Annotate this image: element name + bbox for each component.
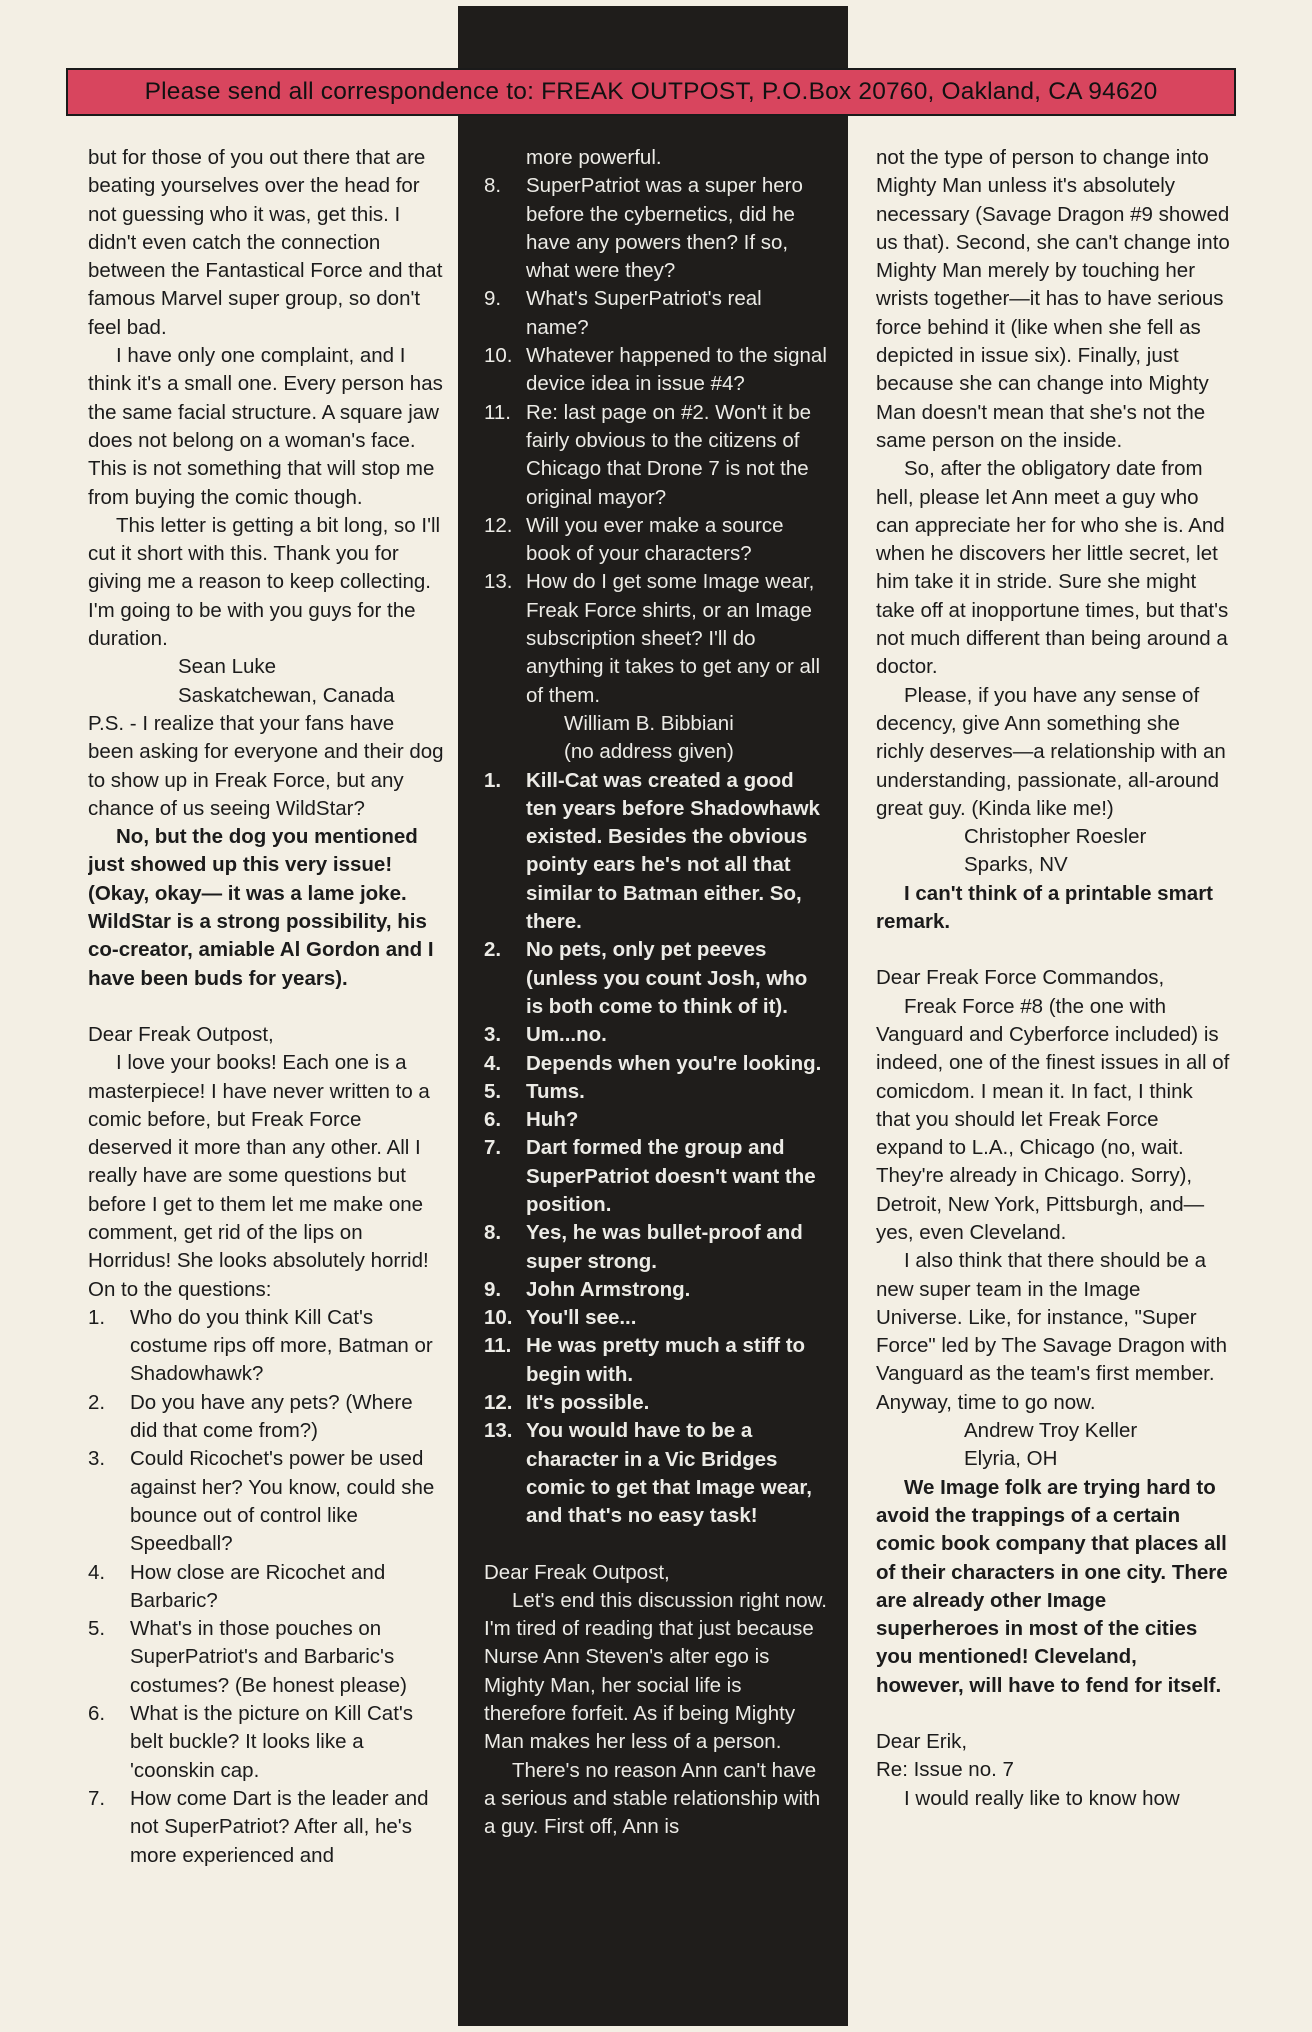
salutation: Dear Erik, [876,1730,968,1754]
letter-paragraph: I have only one complaint, and I think it's a small one. Every person has the same facial structure. A square jaw does not belong on a woman's face. This is not something that will stop me from buying the comic though. [88,344,443,509]
item-text: How close are Ricochet and Barbaric? [130,1560,386,1612]
letter-paragraph: but for those of you out there that are beating yourselves over the head for not guessing who it was, get this. I didn't even catch the connection between the Fantastical Force and that famous Marvel super group, so don't feel bad. [88,146,443,339]
letter-paragraph: I also think that there should be a new super team in the Image Universe. Like, for instance, "Super Force" led by The Savage Dragon with Vanguard as the team's first member. Anyway, time to go now. [876,1249,1228,1414]
item-text: How do I get some Image wear, Freak Force shirts, or an Image subscription sheet? I'll do anything it takes to get any or all of them. [526,570,821,707]
item-number: 2. [88,1390,106,1414]
correspondence-banner: Please send all correspondence to: FREAK OUTPOST, P.O.Box 20760, Oakland, CA 94620 [66,68,1236,116]
editor-reply: We Image folk are trying hard to avoid the trappings of a certain comic book company that places all of their characters in one city. There are already other Image superheroes in most of the cities you mentioned! Cleveland, however, will have to fend for itself. [876,1475,1228,1697]
postscript: P.S. - I realize that your fans have been asking for everyone and their dog to show up in Freak Force, but any chance of us seeing WildStar? [88,711,444,820]
item-number: 13. [484,1419,513,1443]
item-text: Re: last page on #2. Won't it be fairly obvious to the citizens of Chicago that Drone 7 is not the original mayor? [526,400,812,509]
item-text: You would have to be a character in a Vic Bridges comic to get that Image wear, and that's no easy task! [526,1419,812,1528]
letter-paragraph: I love your books! Each one is a masterpiece! I have never written to a comic before, but Freak Force deserved it more than any other. All I really have are some questions but before I get to them let me make one comment, get rid of the lips on Horridus! She looks absolutely horrid! [88,1051,430,1273]
answer-list [484,767,828,1531]
list-item [484,285,828,342]
item-number: 7. [88,1786,106,1810]
item-text: What is the picture on Kill Cat's belt buckle? It looks like a 'coonskin cap. [130,1702,414,1782]
middle-column [484,144,828,1984]
item-number: 13. [484,570,513,594]
list-item [484,1219,828,1276]
editor-reply: I can't think of a printable smart remark. [876,881,1214,934]
list-item [484,1304,828,1332]
list-item [484,1389,828,1417]
signature-location: Elyria, OH [964,1447,1058,1471]
signature-name: William B. Bibbiani [564,711,734,735]
item-number: 2. [484,938,502,962]
letter-paragraph: Freak Force #8 (the one with Vanguard and Cyberforce included) is indeed, one of the finest issues in all of comicdom. I mean it. In fact, I think that you should let Freak Force expand to L.A., Chicago (no, wait. They're already in Chicago. Sorry), Detroit, New York, Pittsburgh, and—yes, even Cleveland. [876,994,1230,1244]
signature-name: Christopher Roesler [964,825,1147,849]
item-text: Whatever happened to the signal device idea in issue #4? [526,344,827,396]
item-number: 10. [484,1306,513,1330]
item-number: 5. [484,1079,502,1103]
item-text: No pets, only pet peeves (unless you count Josh, who is both come to think of it). [526,938,808,1018]
list-item [484,1276,828,1304]
item-text: What's SuperPatriot's real name? [526,287,762,339]
salutation: Dear Freak Outpost, [88,1022,274,1046]
item-number: 1. [88,1305,106,1329]
item-text: Could Ricochet's power be used against her? You know, could she bounce out of control like Speedball? [130,1447,435,1556]
item-text: It's possible. [526,1391,650,1415]
item-text: What's in those pouches on SuperPatriot's and Barbaric's costumes? (Be honest please) [130,1617,407,1697]
list-item [88,1389,444,1446]
signature-location: Sparks, NV [964,853,1068,877]
list-item [484,1134,828,1219]
list-item [484,1050,828,1078]
list-item [484,1106,828,1134]
item-number: 9. [484,1277,502,1301]
list-item [484,512,828,569]
item-text: Dart formed the group and SuperPatriot doesn't want the position. [526,1136,816,1216]
item-number: 11. [484,400,511,424]
item-number: 4. [484,1051,502,1075]
letter-paragraph: There's no reason Ann can't have a serious and stable relationship with a guy. First off, Ann is [484,1758,821,1839]
item-text: Huh? [526,1108,579,1132]
list-item [88,1445,444,1558]
item-number: 6. [88,1702,106,1726]
item-text: SuperPatriot was a super hero before the cybernetics, did he have any powers then? If so, what were they? [526,174,803,283]
item-number: 12. [484,1391,513,1415]
item-number: 3. [484,1023,502,1047]
item-number: 8. [484,1221,502,1245]
list-item [88,1304,444,1389]
item-text: Depends when you're looking. [526,1051,822,1075]
list-item [484,172,828,285]
item-number: 8. [484,174,502,198]
signature-name: Andrew Troy Keller [964,1419,1138,1443]
item-text: You'll see... [526,1306,637,1330]
signature-location: (no address given) [564,740,734,764]
list-item [88,1559,444,1616]
item-text: Do you have any pets? (Where did that come from?) [130,1390,413,1443]
signature-location: Saskatchewan, Canada [178,683,395,707]
item-text: Tums. [526,1079,585,1103]
item-text: Kill-Cat was created a good ten years before Shadowhawk existed. Besides the obvious pointy ears he's not all that similar to Batman either. So, there. [526,768,820,934]
right-column [876,144,1230,1984]
item-number: 5. [88,1617,106,1641]
item-text: Um...no. [526,1023,607,1047]
letter-paragraph: So, after the obligatory date from hell, please let Ann meet a guy who can appreciate her for who she is. And when he discovers her little secret, let him take it in stride. Sure she might take off at inopportune times, but that's not much different than being around a doctor. [876,457,1229,679]
list-item [484,936,828,1021]
letter-paragraph: Please, if you have any sense of decency, give Ann something she richly deserves—a relationship with an understanding, passionate, all-around great guy. (Kinda like me!) [876,683,1226,820]
item-number: 10. [484,344,513,368]
editor-reply: No, but the dog you mentioned just showed up this very issue! (Okay, okay— it was a lame joke. WildStar is a strong possibility, his co-creator, amiable Al Gordon and I have been buds for years). [88,825,434,990]
question-list [484,172,828,710]
list-item [484,1021,828,1049]
item-number: 12. [484,513,513,537]
list-item [484,1417,828,1530]
item-number: 4. [88,1560,106,1584]
list-item [88,1700,444,1785]
item-number: 7. [484,1136,502,1160]
salutation: Dear Freak Force Commandos, [876,966,1165,990]
item-text: How come Dart is the leader and not SuperPatriot? After all, he's more experienced and [130,1786,429,1867]
item-number: 11. [484,1334,512,1358]
signature-name: Sean Luke [178,655,277,679]
left-column [88,144,444,1984]
item-number: 6. [484,1108,502,1132]
item-text: Who do you think Kill Cat's costume rips off more, Batman or Shadowhawk? [130,1305,433,1386]
list-item [484,399,828,512]
letter-paragraph: not the type of person to change into Mighty Man unless it's absolutely necessary (Savage Dragon #9 showed us that). Second, she can't change into Mighty Man merely by touching her wrists together—it has to have serious force behind it (like when she fell as depicted in issue six). Finally, just because she can change into Mighty Man doesn't mean that she's not the same person on the inside. [876,146,1230,452]
item-text: John Armstrong. [526,1277,691,1301]
item-text: Will you ever make a source book of your characters? [526,513,784,566]
list-item [484,767,828,937]
salutation: Dear Freak Outpost, [484,1560,670,1584]
questions-intro: On to the questions: [88,1277,272,1301]
item-number: 9. [484,287,502,311]
item-text: He was pretty much a stiff to begin with. [526,1334,806,1386]
question-continuation: more powerful. [526,146,662,169]
item-number: 3. [88,1447,106,1471]
letter-subject: Re: Issue no. 7 [876,1758,1014,1782]
list-item [88,1785,444,1870]
list-item [88,1615,444,1700]
list-item [484,342,828,399]
list-item [484,1332,828,1389]
list-item [484,1078,828,1106]
list-item [484,568,828,709]
letter-paragraph: I would really like to know how [904,1786,1180,1810]
item-text: Yes, he was bullet-proof and super strong. [526,1221,803,1273]
letter-paragraph: This letter is getting a bit long, so I'll cut it short with this. Thank you for giving me a reason to keep collecting. I'm going to be with you guys for the duration. [88,513,441,651]
letter-paragraph: Let's end this discussion right now. I'm tired of reading that just because Nurse Ann Steven's alter ego is Mighty Man, her social life is therefore forfeit. As if being Mighty Man makes her less of a person. [484,1588,828,1754]
item-number: 1. [484,768,502,792]
question-list [88,1304,444,1870]
